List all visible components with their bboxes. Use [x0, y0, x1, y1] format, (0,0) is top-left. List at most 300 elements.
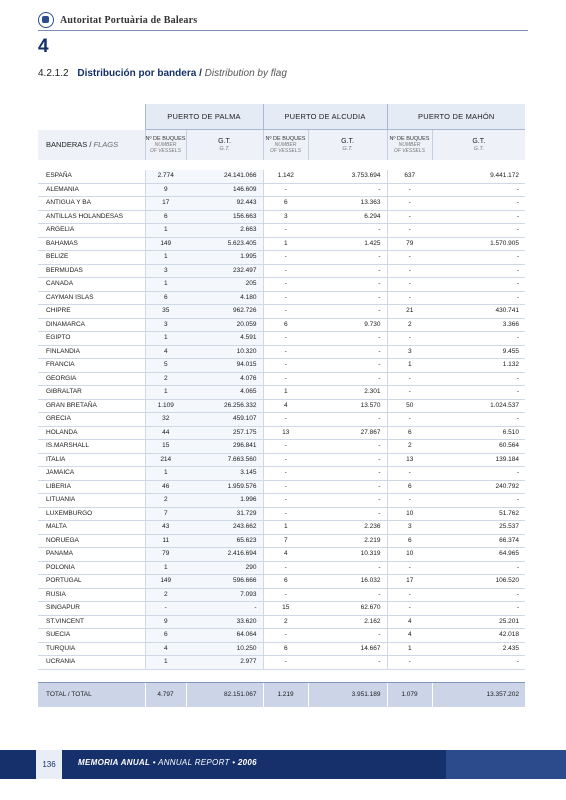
value-cell: 64.965	[432, 548, 525, 562]
gt-header: G.T. G.T.	[186, 130, 263, 161]
flag-name-cell: ANTIGUA Y BA	[38, 197, 145, 211]
value-cell: 6.294	[308, 210, 387, 224]
value-cell: 50	[387, 399, 432, 413]
value-cell: -	[432, 251, 525, 265]
value-cell: 62.670	[308, 602, 387, 616]
value-cell: -	[387, 413, 432, 427]
value-cell: 79	[387, 237, 432, 251]
value-cell: 214	[145, 453, 186, 467]
table-row	[38, 318, 525, 332]
value-cell: 60.564	[432, 440, 525, 454]
value-cell: -	[432, 372, 525, 386]
value-cell: 14.667	[308, 642, 387, 656]
table-row	[38, 629, 525, 643]
value-cell: 1.570.905	[432, 237, 525, 251]
value-cell: -	[432, 602, 525, 616]
value-cell: -	[308, 332, 387, 346]
value-cell: -	[263, 588, 308, 602]
value-cell: 139.184	[432, 453, 525, 467]
value-cell: 296.841	[186, 440, 263, 454]
value-cell: 66.374	[432, 534, 525, 548]
value-cell: 6	[387, 534, 432, 548]
flag-name-cell: TURQUIA	[38, 642, 145, 656]
value-cell: 232.497	[186, 264, 263, 278]
flag-name-cell: SUECIA	[38, 629, 145, 643]
table-row	[38, 332, 525, 346]
flag-name-cell: BERMUDAS	[38, 264, 145, 278]
value-cell: 1.132	[432, 359, 525, 373]
footer-title: MEMORIA ANUAL • ANNUAL REPORT • 2006	[78, 758, 257, 767]
value-cell: -	[387, 588, 432, 602]
value-cell: 26.256.332	[186, 399, 263, 413]
value-cell: -	[387, 210, 432, 224]
value-cell: -	[308, 561, 387, 575]
table-row	[38, 440, 525, 454]
chapter-number: 4	[38, 36, 49, 57]
value-cell: -	[387, 602, 432, 616]
value-cell: -	[387, 561, 432, 575]
header-rule	[38, 30, 528, 31]
value-cell: 79	[145, 548, 186, 562]
table-row	[38, 575, 525, 589]
page-footer	[0, 750, 566, 779]
value-cell: 6	[145, 291, 186, 305]
value-cell: -	[387, 372, 432, 386]
value-cell: 25.201	[432, 615, 525, 629]
value-cell: 2	[145, 588, 186, 602]
flag-name-cell: PANAMA	[38, 548, 145, 562]
value-cell: 3	[145, 318, 186, 332]
value-cell: -	[387, 386, 432, 400]
flag-name-cell: RUSIA	[38, 588, 145, 602]
value-cell: 2.435	[432, 642, 525, 656]
value-cell: 9.730	[308, 318, 387, 332]
total-cell: 4.797	[145, 682, 186, 707]
value-cell: 1	[145, 332, 186, 346]
section-number: 4.2.1.2	[38, 68, 69, 79]
value-cell: 459.107	[186, 413, 263, 427]
port-header-alcudia: PUERTO DE ALCUDIA	[263, 104, 387, 130]
value-cell: 1.142	[263, 170, 308, 183]
flag-name-cell: GEORGIA	[38, 372, 145, 386]
table-row	[38, 521, 525, 535]
flag-name-cell: ITALIA	[38, 453, 145, 467]
value-cell: -	[308, 656, 387, 670]
flags-column-header	[38, 130, 145, 161]
value-cell: -	[432, 386, 525, 400]
value-cell: 92.443	[186, 197, 263, 211]
value-cell: 257.175	[186, 426, 263, 440]
value-cell: 1	[387, 359, 432, 373]
table-row	[38, 413, 525, 427]
table-row	[38, 386, 525, 400]
value-cell: -	[263, 561, 308, 575]
table-row	[38, 305, 525, 319]
value-cell: 6	[387, 480, 432, 494]
value-cell: 42.018	[432, 629, 525, 643]
table-row	[38, 534, 525, 548]
value-cell: 9	[145, 615, 186, 629]
value-cell: -	[308, 507, 387, 521]
value-cell: 9.455	[432, 345, 525, 359]
value-cell: 51.762	[432, 507, 525, 521]
value-cell: 7.663.560	[186, 453, 263, 467]
flag-name-cell: LUXEMBURGO	[38, 507, 145, 521]
value-cell: -	[387, 278, 432, 292]
flag-name-cell: LITUANIA	[38, 494, 145, 508]
value-cell: 1.425	[308, 237, 387, 251]
table-row	[38, 656, 525, 670]
value-cell: -	[387, 183, 432, 197]
value-cell: 9	[145, 183, 186, 197]
value-cell: 35	[145, 305, 186, 319]
table-row	[38, 224, 525, 238]
value-cell: -	[308, 467, 387, 481]
value-cell: -	[263, 440, 308, 454]
value-cell: 65.623	[186, 534, 263, 548]
value-cell: -	[432, 467, 525, 481]
value-cell: 13.570	[308, 399, 387, 413]
flag-name-cell: MALTA	[38, 521, 145, 535]
value-cell: -	[308, 305, 387, 319]
table-row	[38, 183, 525, 197]
value-cell: -	[308, 278, 387, 292]
value-cell: -	[308, 494, 387, 508]
flag-name-cell: FRANCIA	[38, 359, 145, 373]
value-cell: 2.774	[145, 170, 186, 183]
value-cell: 3.366	[432, 318, 525, 332]
value-cell: 10.319	[308, 548, 387, 562]
port-authority-logo-icon	[38, 12, 54, 28]
flag-name-cell: SINGAPUR	[38, 602, 145, 616]
table-row	[38, 278, 525, 292]
table-row	[38, 480, 525, 494]
value-cell: 4.065	[186, 386, 263, 400]
value-cell: 17	[145, 197, 186, 211]
value-cell: -	[308, 440, 387, 454]
value-cell: 6	[387, 426, 432, 440]
port-header-palma: PUERTO DE PALMA	[145, 104, 263, 130]
value-cell: 17	[387, 575, 432, 589]
value-cell: 2.977	[186, 656, 263, 670]
table-row	[38, 264, 525, 278]
value-cell: 15	[145, 440, 186, 454]
value-cell: 1	[145, 656, 186, 670]
footer-title-es: MEMORIA ANUAL	[78, 758, 151, 767]
value-cell: -	[308, 251, 387, 265]
total-label: TOTAL / TOTAL	[38, 682, 145, 707]
value-cell: 1	[145, 386, 186, 400]
value-cell: -	[263, 251, 308, 265]
value-cell: 4	[387, 615, 432, 629]
value-cell: 16.032	[308, 575, 387, 589]
value-cell: 6	[263, 197, 308, 211]
value-cell: 6.510	[432, 426, 525, 440]
value-cell: 13	[387, 453, 432, 467]
value-cell: -	[432, 588, 525, 602]
value-cell: 3.753.694	[308, 170, 387, 183]
table-row	[38, 426, 525, 440]
flag-name-cell: ALEMANIA	[38, 183, 145, 197]
value-cell: 9.441.172	[432, 170, 525, 183]
value-cell: -	[387, 332, 432, 346]
value-cell: 1.995	[186, 251, 263, 265]
value-cell: 6	[263, 575, 308, 589]
value-cell: 1	[145, 224, 186, 238]
value-cell: 2	[145, 494, 186, 508]
table-row	[38, 642, 525, 656]
value-cell: 1	[263, 237, 308, 251]
value-cell: -	[308, 345, 387, 359]
flag-name-cell: UCRANIA	[38, 656, 145, 670]
value-cell: 1	[387, 642, 432, 656]
value-cell: 962.726	[186, 305, 263, 319]
port-header-mahon: PUERTO DE MAHÓN	[387, 104, 525, 130]
value-cell: 1.024.537	[432, 399, 525, 413]
table-row	[38, 372, 525, 386]
section-title-en: Distribution by flag	[204, 68, 287, 79]
value-cell: 10	[387, 507, 432, 521]
value-cell: 44	[145, 426, 186, 440]
value-cell: -	[263, 224, 308, 238]
value-cell: -	[432, 224, 525, 238]
value-cell: 94.015	[186, 359, 263, 373]
value-cell: -	[387, 224, 432, 238]
value-cell: -	[263, 453, 308, 467]
value-cell: -	[263, 413, 308, 427]
value-cell: 3	[145, 264, 186, 278]
value-cell: -	[308, 588, 387, 602]
page-number: 136	[36, 750, 62, 779]
value-cell: 25.537	[432, 521, 525, 535]
value-cell: 13.363	[308, 197, 387, 211]
vessels-header: Nº DE BUQUES NUMBER OF VESSELS	[145, 130, 186, 161]
flag-name-cell: IS.MARSHALL	[38, 440, 145, 454]
value-cell: 3	[387, 345, 432, 359]
flag-name-cell: HOLANDA	[38, 426, 145, 440]
flag-name-cell: GIBRALTAR	[38, 386, 145, 400]
value-cell: 32	[145, 413, 186, 427]
total-cell: 3.951.189	[308, 682, 387, 707]
table-row	[38, 399, 525, 413]
value-cell: -	[263, 305, 308, 319]
value-cell: -	[263, 183, 308, 197]
section-slash: /	[199, 68, 202, 79]
value-cell: 1	[145, 251, 186, 265]
value-cell: -	[432, 332, 525, 346]
value-cell: 4.076	[186, 372, 263, 386]
table-row	[38, 210, 525, 224]
value-cell: 6	[145, 210, 186, 224]
value-cell: 7	[145, 507, 186, 521]
value-cell: 4	[263, 399, 308, 413]
table-row	[38, 345, 525, 359]
table-row	[38, 548, 525, 562]
value-cell: 2	[145, 372, 186, 386]
value-cell: -	[387, 291, 432, 305]
value-cell: -	[263, 359, 308, 373]
value-cell: 2	[387, 440, 432, 454]
value-cell: -	[387, 467, 432, 481]
value-cell: -	[145, 602, 186, 616]
table-row	[38, 494, 525, 508]
table-row	[38, 588, 525, 602]
value-cell: -	[308, 453, 387, 467]
value-cell: 1.959.576	[186, 480, 263, 494]
flag-name-cell: EGIPTO	[38, 332, 145, 346]
page-header	[38, 12, 197, 28]
value-cell: -	[263, 372, 308, 386]
value-cell: -	[308, 413, 387, 427]
table-row	[38, 507, 525, 521]
value-cell: 205	[186, 278, 263, 292]
value-cell: -	[387, 656, 432, 670]
flag-name-cell: CHIPRE	[38, 305, 145, 319]
value-cell: 6	[263, 642, 308, 656]
value-cell: -	[263, 656, 308, 670]
value-cell: -	[263, 480, 308, 494]
value-cell: -	[387, 264, 432, 278]
flag-name-cell: LIBERIA	[38, 480, 145, 494]
value-cell: -	[263, 278, 308, 292]
value-cell: -	[263, 467, 308, 481]
value-cell: -	[432, 413, 525, 427]
value-cell: 6	[145, 629, 186, 643]
flag-name-cell: BELIZE	[38, 251, 145, 265]
value-cell: -	[308, 359, 387, 373]
value-cell: -	[308, 629, 387, 643]
value-cell: 3.145	[186, 467, 263, 481]
section-heading	[38, 68, 287, 79]
value-cell: 4.591	[186, 332, 263, 346]
value-cell: 290	[186, 561, 263, 575]
flags-header-slash: /	[87, 140, 94, 150]
vessels-header: Nº DE BUQUES NUMBER OF VESSELS	[263, 130, 308, 161]
value-cell: 1	[145, 278, 186, 292]
value-cell: 3	[263, 210, 308, 224]
value-cell: -	[387, 494, 432, 508]
value-cell: -	[263, 291, 308, 305]
table-row	[38, 615, 525, 629]
flags-header-en: FLAGS	[93, 140, 119, 150]
value-cell: 10.320	[186, 345, 263, 359]
value-cell: 1.109	[145, 399, 186, 413]
value-cell: 2.219	[308, 534, 387, 548]
flag-name-cell: JAMAICA	[38, 467, 145, 481]
value-cell: -	[308, 264, 387, 278]
value-cell: -	[263, 264, 308, 278]
value-cell: -	[263, 494, 308, 508]
section-title-es: Distribución por bandera	[77, 68, 197, 79]
gt-header: G.T. G.T.	[308, 130, 387, 161]
value-cell: 10	[387, 548, 432, 562]
value-cell: 7	[263, 534, 308, 548]
value-cell: 1	[263, 386, 308, 400]
value-cell: 2.301	[308, 386, 387, 400]
value-cell: 7.093	[186, 588, 263, 602]
value-cell: 5	[145, 359, 186, 373]
value-cell: -	[387, 197, 432, 211]
value-cell: -	[263, 629, 308, 643]
value-cell: 146.609	[186, 183, 263, 197]
table-row	[38, 251, 525, 265]
value-cell: -	[263, 332, 308, 346]
table-row	[38, 237, 525, 251]
value-cell: 2	[387, 318, 432, 332]
value-cell: 10.250	[186, 642, 263, 656]
table-row	[38, 561, 525, 575]
value-cell: 3	[387, 521, 432, 535]
value-cell: 596.666	[186, 575, 263, 589]
value-cell: -	[432, 183, 525, 197]
value-cell: -	[308, 372, 387, 386]
table-row	[38, 602, 525, 616]
value-cell: 2	[263, 615, 308, 629]
value-cell: -	[432, 494, 525, 508]
gt-header: G.T. G.T.	[432, 130, 525, 161]
value-cell: -	[432, 561, 525, 575]
flag-distribution-table	[38, 104, 525, 707]
value-cell: 5.623.405	[186, 237, 263, 251]
value-cell: 4	[145, 642, 186, 656]
flag-name-cell: POLONIA	[38, 561, 145, 575]
flag-name-cell: GRAN BRETAÑA	[38, 399, 145, 413]
total-cell: 1.079	[387, 682, 432, 707]
value-cell: 149	[145, 237, 186, 251]
value-cell: 31.729	[186, 507, 263, 521]
table-row	[38, 453, 525, 467]
flag-name-cell: ANTILLAS HOLANDESAS	[38, 210, 145, 224]
value-cell: 430.741	[432, 305, 525, 319]
value-cell: -	[432, 264, 525, 278]
value-cell: 637	[387, 170, 432, 183]
total-cell: 82.151.067	[186, 682, 263, 707]
value-cell: -	[308, 183, 387, 197]
flag-name-cell: CANADA	[38, 278, 145, 292]
table-row	[38, 170, 525, 183]
value-cell: 43	[145, 521, 186, 535]
flag-name-cell: FINLANDIA	[38, 345, 145, 359]
footer-title-en: ANNUAL REPORT	[158, 758, 230, 767]
value-cell: -	[432, 210, 525, 224]
value-cell: 243.662	[186, 521, 263, 535]
value-cell: -	[432, 656, 525, 670]
flag-name-cell: ST.VINCENT	[38, 615, 145, 629]
vessels-header: Nº DE BUQUES NUMBER OF VESSELS	[387, 130, 432, 161]
value-cell: -	[308, 480, 387, 494]
flag-name-cell: DINAMARCA	[38, 318, 145, 332]
value-cell: 4.180	[186, 291, 263, 305]
total-cell: 1.219	[263, 682, 308, 707]
table-row	[38, 359, 525, 373]
value-cell: 240.792	[432, 480, 525, 494]
value-cell: 46	[145, 480, 186, 494]
flag-name-cell: ARGELIA	[38, 224, 145, 238]
value-cell: 149	[145, 575, 186, 589]
flag-name-cell: ESPAÑA	[38, 170, 145, 183]
value-cell: 13	[263, 426, 308, 440]
total-row	[38, 682, 525, 707]
value-cell: 106.520	[432, 575, 525, 589]
value-cell: 1	[145, 561, 186, 575]
value-cell: -	[432, 197, 525, 211]
value-cell: 33.620	[186, 615, 263, 629]
value-cell: 1	[145, 467, 186, 481]
flags-header-es: BANDERAS	[46, 140, 88, 150]
value-cell: 20.059	[186, 318, 263, 332]
flag-name-cell: BAHAMAS	[38, 237, 145, 251]
value-cell: 11	[145, 534, 186, 548]
